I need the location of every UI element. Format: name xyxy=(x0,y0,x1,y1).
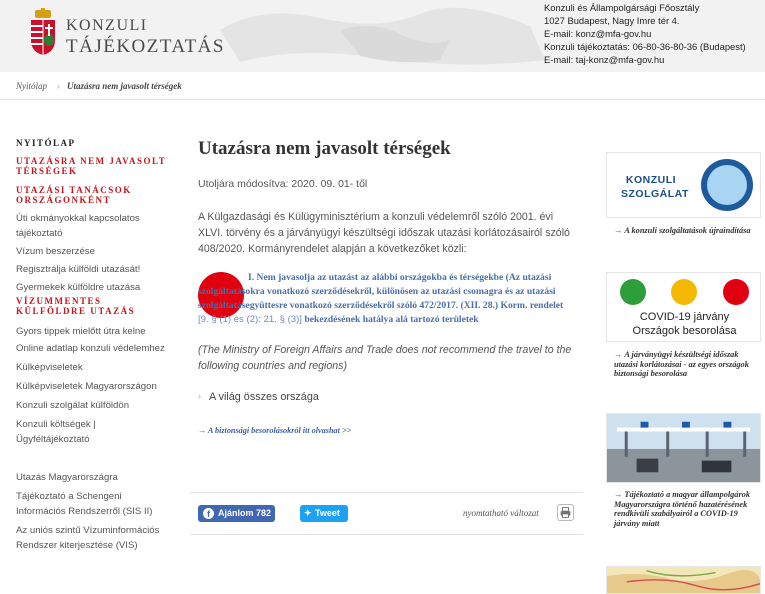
travel-warning-notice[interactable] xyxy=(198,271,574,327)
arrow-right-icon: → xyxy=(614,490,625,499)
contact-info xyxy=(544,1,765,66)
breadcrumb xyxy=(0,72,765,100)
breadcrumb-separator-icon: › xyxy=(57,81,60,91)
sidebar-item-sis[interactable]: Tájékoztató a Schengeni Információs Rendszerről (SIS II) xyxy=(16,491,153,517)
breadcrumb-current: Utazásra nem javasolt térségek xyxy=(67,81,182,91)
sidebar-item-not-recommended[interactable]: UTAZÁSRA NEM JAVASOLT TÉRSÉGEK xyxy=(16,156,167,176)
return-home-caption[interactable] xyxy=(614,490,760,528)
sidebar-item-consular-fees[interactable]: Konzuli költségek | Ügyféltájékoztató xyxy=(16,419,96,445)
divider xyxy=(190,534,583,535)
covid-classification-banner[interactable] xyxy=(606,272,761,342)
arrow-right-icon: → xyxy=(614,226,625,235)
printable-version-link[interactable]: nyomtatható változat xyxy=(463,508,539,518)
globe-inner-icon xyxy=(707,165,747,205)
sidebar-item-vis[interactable]: Az uniós szintű Vízuminformációs Rendszer kiterjesztése (VIS) xyxy=(16,525,160,551)
arrow-right-icon: → xyxy=(614,350,625,359)
contact-email[interactable]: E-mail: taj-konz@mfa-gov.hu xyxy=(544,54,665,65)
sidebar-item-documents[interactable]: Úti okmányokkal kapcsolatos tájékoztató xyxy=(16,213,140,239)
sidebar-nav xyxy=(16,138,168,553)
sidebar-item-missions-hungary[interactable]: Külképviseletek Magyarországon xyxy=(16,381,157,392)
consular-service-banner[interactable] xyxy=(606,152,761,218)
sidebar-item-missions[interactable]: Külképviseletek xyxy=(16,362,83,373)
sidebar-item-register-trip[interactable]: Regisztrálja külföldi utazását! xyxy=(16,264,141,275)
consular-service-caption[interactable] xyxy=(614,226,754,236)
world-map-background xyxy=(200,0,560,72)
caption-text[interactable]: Tájékoztató a magyar állampolgárok Magyarországra történő hazatérésének rendkívüli szabályairól a COVID-19 járvány miatt xyxy=(614,490,750,528)
notice-text[interactable]: I. Nem javasolja az utazást az alábbi országokba és térségekbe (Az utazási szolgáltatásokra vonatkozó szerződésekről, különösen az utazási csomagra és az utazási szolgáltatásegyüttesre vonatkozó szerződésekről szóló 472/2017. (XII. 28.) Korm. rendelet xyxy=(198,272,564,311)
covid-banner-subtitle: Országok besorolása xyxy=(632,325,737,337)
sidebar-item-travel-hungary[interactable]: Utazás Magyarországra xyxy=(16,472,118,483)
contact-email[interactable]: E-mail: konz@mfa-gov.hu xyxy=(544,28,652,39)
breadcrumb-home[interactable]: Nyitólap xyxy=(16,81,47,91)
tweet-button[interactable] xyxy=(300,505,348,522)
sidebar-item-travel-advice[interactable]: UTAZÁSI TANÁCSOK ORSZÁGONKÉNT xyxy=(16,185,132,205)
notice-text-end[interactable]: bekezdésének hatálya alá tartozó területek xyxy=(304,314,479,325)
hungarian-crest-icon xyxy=(28,8,58,56)
chevron-right-icon: › xyxy=(198,391,201,401)
intro-paragraph: A Külgazdasági és Külügyminisztérium a konzuli védelemről szóló 2001. évi XLVI. törvény és a járványügyi készültségi időszak utazási korlátozásairól szóló 408/2020. Kormányrendelet alapján a következőket közli: xyxy=(198,211,570,255)
logo-text-line2[interactable]: TÁJÉKOZTATÁS xyxy=(66,36,225,57)
sidebar-item-consular-abroad[interactable]: Konzuli szolgálat külföldön xyxy=(16,400,130,411)
yellow-light-icon xyxy=(671,279,697,305)
notice-english: (The Ministry of Foreign Affairs and Trade does not recommend the travel to the following countries and regions) xyxy=(198,344,572,372)
border-crossing-photo[interactable] xyxy=(606,413,761,483)
map-thumbnail[interactable] xyxy=(606,566,761,594)
red-light-icon xyxy=(723,279,749,305)
last-modified: Utoljára módosítva: 2020. 09. 01- től xyxy=(198,178,368,190)
green-light-icon xyxy=(620,279,646,305)
countries-accordion[interactable] xyxy=(198,391,578,405)
security-classification-link[interactable]: → A biztonsági besorolásokról itt olvashat >> xyxy=(198,426,352,435)
site-header xyxy=(0,0,765,72)
accordion-label[interactable]: A világ összes országa xyxy=(209,391,319,403)
sidebar-item-visa-free[interactable]: VÍZUMMENTES KÜLFÖLDRE UTAZÁS xyxy=(16,296,136,316)
notice-reference[interactable]: [9. § (1) és (2): 21. § (3)] xyxy=(198,314,302,325)
printer-icon[interactable] xyxy=(557,504,574,521)
sidebar-item-visa[interactable]: Vízum beszerzése xyxy=(16,246,95,257)
facebook-like-button[interactable] xyxy=(198,505,275,522)
twitter-bird-icon: ✦ xyxy=(304,508,312,518)
globe-airplane-icon xyxy=(701,159,753,211)
tweet-label: Tweet xyxy=(315,508,340,518)
contact-line: Konzuli és Állampolgársági Főosztály xyxy=(544,2,700,13)
sidebar-item-quick-tips[interactable]: Gyors tippek mielőtt útra kelne xyxy=(16,326,146,337)
facebook-like-label: Ajánlom 782 xyxy=(218,508,272,518)
sidebar-item-children-travel[interactable]: Gyermekek külföldre utazása xyxy=(16,282,141,293)
divider xyxy=(190,492,583,493)
contact-line: 1027 Budapest, Nagy Imre tér 4. xyxy=(544,15,680,26)
covid-banner-title: COVID-19 járvány xyxy=(639,311,730,323)
caption-text[interactable]: A konzuli szolgáltatások újraindítása xyxy=(624,226,751,235)
caption-text[interactable]: A járványügyi készültségi időszak utazási korlátozásai - az egyes országok biztonsági besorolása xyxy=(614,350,749,378)
covid-classification-caption[interactable] xyxy=(614,350,760,379)
page-title: Utazásra nem javasolt térségek xyxy=(198,138,451,159)
sidebar-item-home[interactable]: NYITÓLAP xyxy=(16,138,76,148)
contact-phone: Konzuli tájékoztatás: 06-80-36-80-36 (Budapest) xyxy=(544,41,746,52)
banner-title: KONZULI SZOLGÁLAT xyxy=(621,174,689,200)
sidebar-item-online-form[interactable]: Online adatlap konzuli védelemhez xyxy=(16,343,165,354)
facebook-icon: f xyxy=(203,508,214,519)
logo-text-line1[interactable]: KONZULI xyxy=(66,17,148,34)
